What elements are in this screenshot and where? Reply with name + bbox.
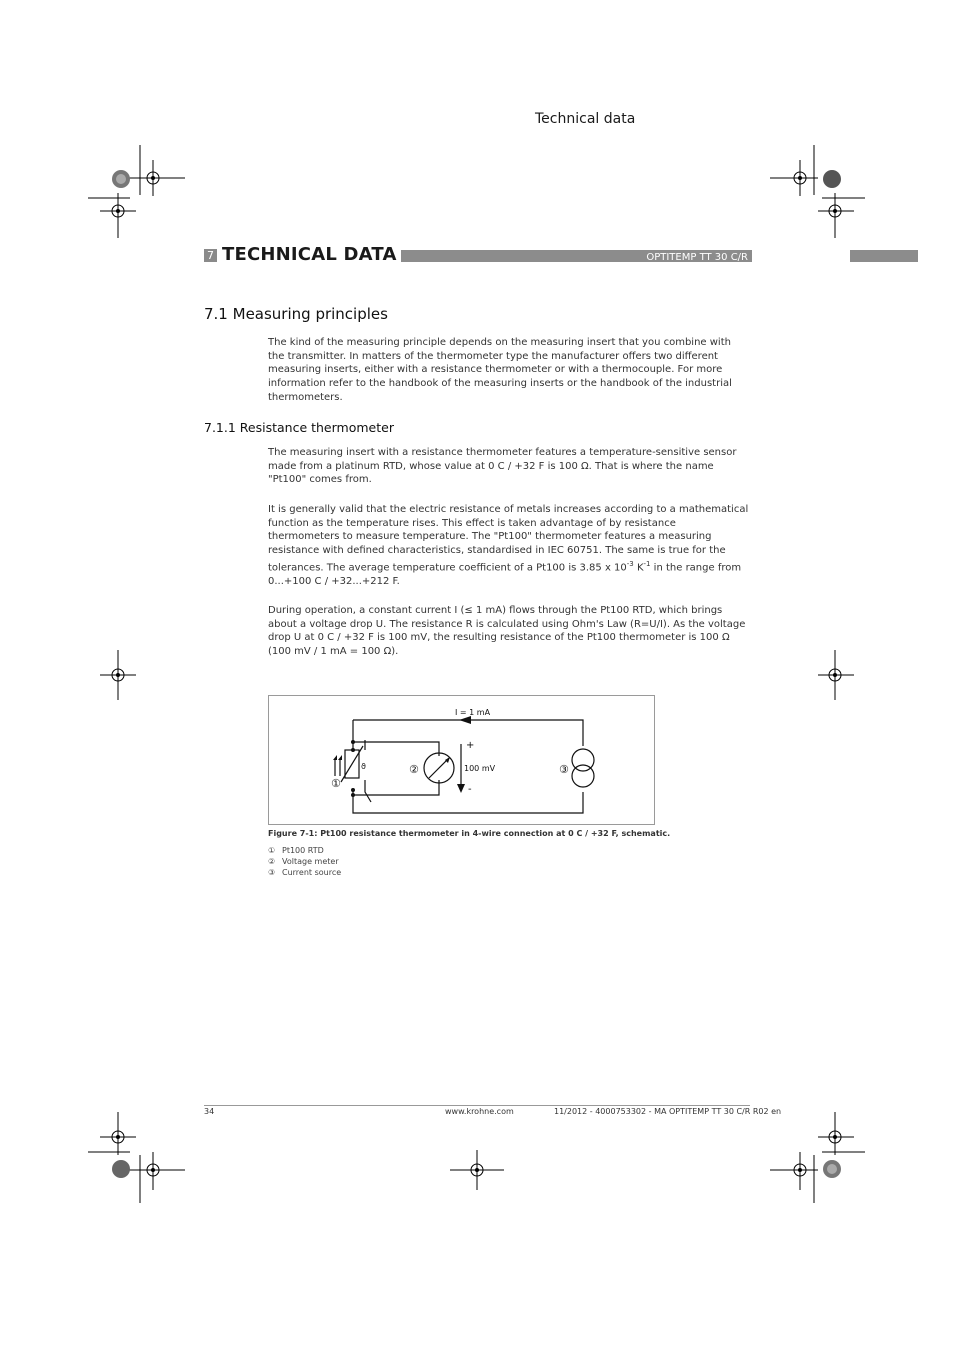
paragraph-2-text: It is generally valid that the electric resistance of metals increases according to a mathematical function as the temperature rises. This effect is taken advantage of by resistance thermometers to measure temperature. The "Pt100" thermometer features a measuring resistance with defined characteristics, standardised in IEC 60751. The same is true for the tolerances. The average temperature coefficient of a Pt100 is 3.85 x 10 <box>268 504 749 574</box>
plus-sign: + <box>466 740 475 751</box>
legend-number: ③ <box>268 868 276 877</box>
page-number: 34 <box>204 1107 215 1116</box>
paragraph-1: The measuring insert with a resistance thermometer features a temperature-sensitive sensor made from a platinum RTD, whose value at 0 C / +32 F is 100 Ω. That is where the name "Pt100" comes from. <box>268 447 737 486</box>
paragraph-2 <box>268 503 750 589</box>
thumb-tab <box>850 250 918 262</box>
exponent-2: -1 <box>643 559 651 568</box>
legend-item <box>268 856 341 867</box>
document-reference: 11/2012 - 4000753302 - MA OPTITEMP TT 30 C/R R02 en <box>554 1107 782 1116</box>
current-label: I = 1 mA <box>455 708 491 717</box>
figure-frame <box>268 695 655 825</box>
figure-caption: Figure 7-1: Pt100 resistance thermometer in 4-wire connection at 0 C / +32 F, schematic. <box>268 829 671 838</box>
footer-rule <box>204 1105 750 1106</box>
marker-3: ③ <box>559 763 569 776</box>
footer-url: www.krohne.com <box>445 1107 514 1116</box>
paragraph-3: During operation, a constant current I (≤ 1 mA) flows through the Pt100 RTD, which brings about a voltage drop U. The resistance R is calculated using Ohm's Law (R=U/I). As the voltage drop U at 0 C / +32 F is 100 mV, the resulting resistance of the Pt100 thermometer is 100 Ω (100 mV / 1 mA = 100 Ω). <box>268 605 746 658</box>
figure-legend <box>268 845 341 878</box>
subsection-title: 7.1.1 Resistance thermometer <box>204 420 394 435</box>
chapter-number: 7 <box>204 249 217 262</box>
legend-number: ① <box>268 846 276 855</box>
circuit-schematic <box>269 696 654 824</box>
legend-text: Current source <box>282 868 342 877</box>
minus-sign: - <box>468 784 472 795</box>
legend-number: ② <box>268 857 276 866</box>
product-name: OPTITEMP TT 30 C/R <box>646 252 748 263</box>
theta-symbol: ϑ <box>361 762 366 771</box>
legend-item <box>268 867 341 878</box>
running-header: Technical data <box>535 111 636 127</box>
legend-text: Pt100 RTD <box>282 846 324 855</box>
legend-item <box>268 845 341 856</box>
marker-2: ② <box>409 763 419 776</box>
voltage-label: 100 mV <box>464 764 496 773</box>
chapter-bar <box>204 244 752 265</box>
unit-k: K <box>633 562 644 574</box>
chapter-title: TECHNICAL DATA <box>222 244 401 265</box>
legend-text: Voltage meter <box>282 857 339 866</box>
intro-paragraph: The kind of the measuring principle depends on the measuring insert that you combine with the transmitter. In matters of the thermometer type the manufacturer offers two different measuring inserts, either with a resistance thermometer or with a thermocouple. For more information refer to the handbook of the measuring inserts or the handbook of the industrial thermometers. <box>268 337 732 403</box>
marker-1: ① <box>331 777 341 790</box>
exponent-1: -3 <box>626 559 634 568</box>
section-title: 7.1 Measuring principles <box>204 305 388 323</box>
chapter-rule <box>372 250 752 262</box>
paragraph-2-tail: in the range from 0...+100 C / +32...+212 F. <box>268 562 742 587</box>
